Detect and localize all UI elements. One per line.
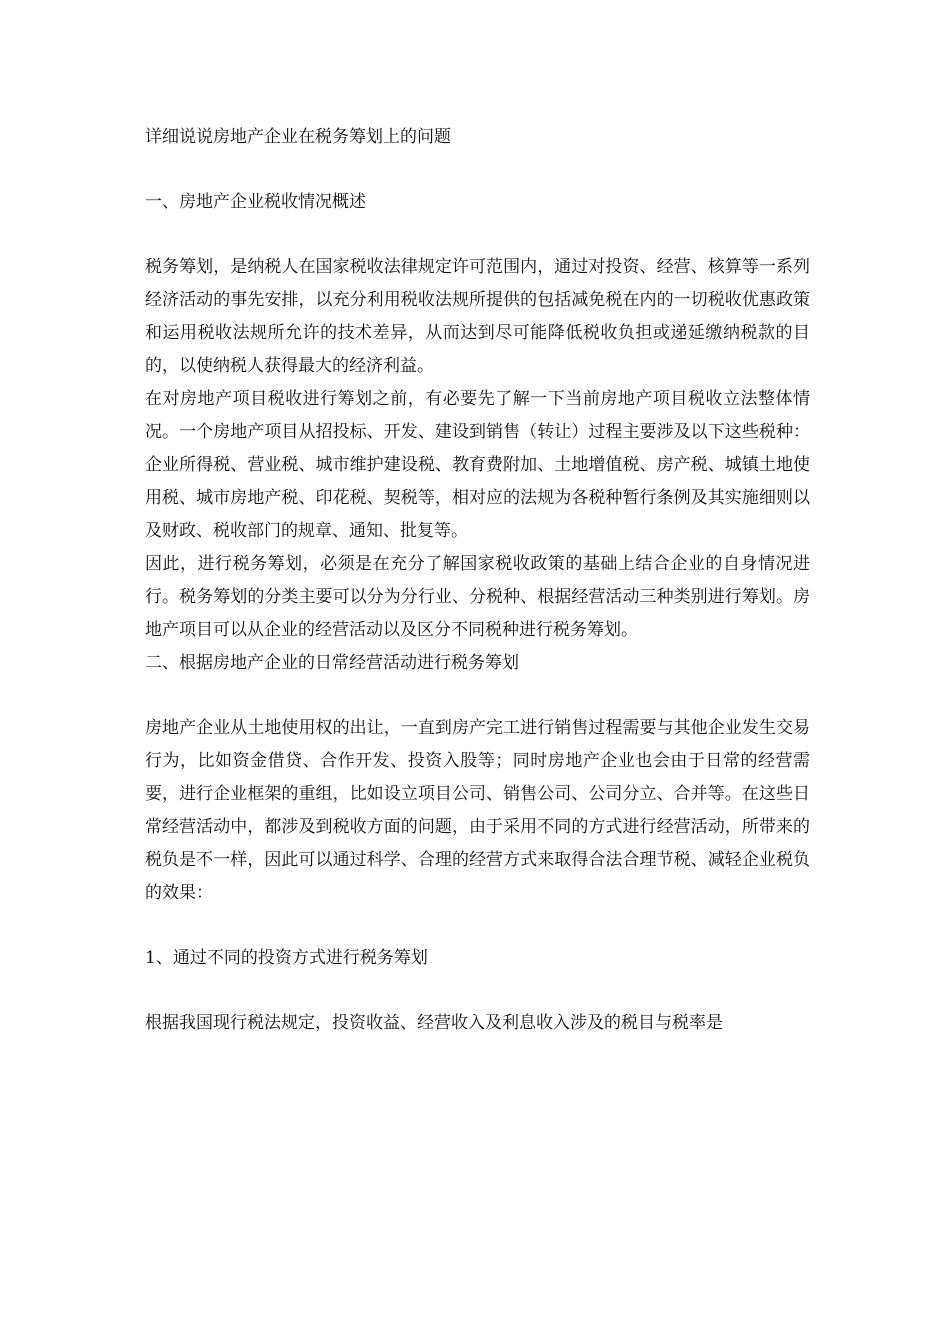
section-heading: 一、房地产企业税收情况概述 bbox=[145, 192, 366, 212]
section-heading: 二、根据房地产企业的日常经营活动进行税务筹划 bbox=[145, 653, 519, 673]
paragraph: 因此，进行税务筹划，必须是在充分了解国家税收政策的基础上结合企业的自身情况进行。税务筹划的分类主要可以分为分行业、分税种、根据经营活动三种类别进行筹划。房地产项目可以从企业的经营活动以及区分不同税种进行税务筹划。 bbox=[145, 554, 810, 640]
document-body bbox=[145, 121, 810, 1040]
spacer bbox=[145, 910, 810, 942]
paragraph: 税务筹划，是纳税人在国家税收法律规定许可范围内，通过对投资、经营、核算等一系列经济活动的事先安排，以充分利用税收法规所提供的包括减免税在内的一切税收优惠政策和运用税收法规所允许的技术差异，从而达到尽可能降低税收负担或递延缴纳税款的目的，以使纳税人获得最大的经济利益。 bbox=[145, 257, 810, 376]
paragraph: 根据我国现行税法规定，投资收益、经营收入及利息收入涉及的税目与税率是 bbox=[145, 1013, 723, 1033]
paragraph: 在对房地产项目税收进行筹划之前，有必要先了解一下当前房地产项目税收立法整体情况。一个房地产项目从招投标、开发、建设到销售（转让）过程主要涉及以下这些税种：企业所得税、营业税、城市维护建设税、教育费附加、土地增值税、房产税、城镇土地使用税、城市房地产税、印花税、契税等，相对应的法规为各税种暂行条例及其实施细则以及财政、税收部门的规章、通知、批复等。 bbox=[145, 389, 810, 541]
document-title: 详细说说房地产企业在税务筹划上的问题 bbox=[145, 127, 451, 147]
paragraph: 房地产企业从土地使用权的出让，一直到房产完工进行销售过程需要与其他企业发生交易行为，比如资金借贷、合作开发、投资入股等；同时房地产企业也会由于日常的经营需要，进行企业框架的重组，比如设立项目公司、销售公司、公司分立、合并等。在这些日常经营活动中，都涉及到税收方面的问题，由于采用不同的方式进行经营活动，所带来的税负是不一样，因此可以通过科学、合理的经营方式来取得合法合理节税、减轻企业税负的效果： bbox=[145, 718, 810, 903]
subsection-heading: 1、通过不同的投资方式进行税务筹划 bbox=[145, 948, 428, 968]
spacer bbox=[145, 154, 810, 186]
spacer bbox=[145, 680, 810, 712]
spacer bbox=[145, 975, 810, 1007]
spacer bbox=[145, 219, 810, 251]
